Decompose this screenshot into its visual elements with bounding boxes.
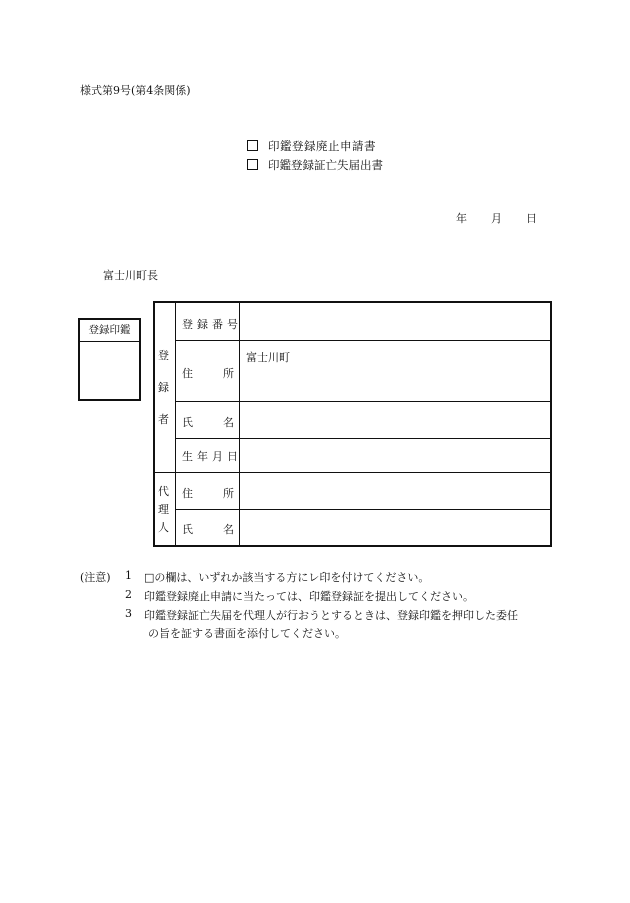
row-divider	[175, 401, 550, 402]
title-abolition-text: 印鑑登録廃止申請書	[268, 139, 376, 153]
row-divider	[175, 509, 550, 510]
date-month-label: 月	[491, 212, 502, 225]
addressee: 富士川町長	[103, 269, 158, 282]
agent-char: 代	[158, 485, 169, 498]
address-value[interactable]: 富士川町	[246, 351, 290, 364]
note-1-text: □の欄は、いずれか該当する方にレ印を付けてください。	[144, 571, 430, 584]
registration-number-label: 登録番号	[182, 318, 242, 331]
note-3-number: 3	[125, 607, 132, 620]
note-3-text: 印鑑登録証亡失届を代理人が行おうとするときは、登録印鑑を押印した委任	[144, 609, 518, 622]
name-label-char2: 名	[223, 416, 234, 429]
notes-heading: (注意)	[80, 571, 111, 584]
name-label-char1: 氏	[182, 416, 193, 429]
registered-seal-box[interactable]	[78, 318, 141, 401]
row-divider	[175, 340, 550, 341]
title-abolition	[247, 138, 376, 154]
date-line	[456, 210, 537, 226]
date-day-label: 日	[526, 212, 537, 225]
title-loss-report	[247, 157, 383, 173]
registration-table	[153, 301, 552, 547]
group-divider	[155, 472, 550, 473]
title-loss-report-text: 印鑑登録証亡失届出書	[268, 158, 383, 172]
note-3-continuation: の旨を証する書面を添付してください。	[148, 627, 346, 640]
address-label-char1: 住	[182, 367, 193, 380]
address-label-char2: 所	[223, 367, 234, 380]
agent-name-label-char2: 名	[223, 523, 234, 536]
agent-name-label-char1: 氏	[182, 523, 193, 536]
registrant-char: 録	[158, 381, 169, 394]
agent-address-label-char1: 住	[182, 487, 193, 500]
agent-address-field[interactable]	[241, 474, 548, 508]
registered-seal-label: 登録印鑑	[80, 320, 139, 342]
name-field[interactable]	[241, 403, 548, 437]
agent-char: 理	[158, 503, 169, 516]
agent-address-label-char2: 所	[223, 487, 234, 500]
note-1-number: 1	[125, 569, 132, 582]
registrant-group-label	[158, 347, 169, 427]
birthdate-field[interactable]	[241, 440, 548, 471]
form-number: 様式第9号(第4条関係)	[80, 84, 191, 97]
agent-group-label	[158, 483, 169, 535]
checkbox-loss-report[interactable]	[247, 159, 258, 170]
agent-name-field[interactable]	[241, 511, 548, 544]
agent-char: 人	[158, 521, 169, 534]
row-divider	[175, 438, 550, 439]
note-2-text: 印鑑登録廃止申請に当たっては、印鑑登録証を提出してください。	[144, 590, 474, 603]
date-year-label: 年	[456, 212, 467, 225]
registrant-char: 登	[158, 349, 169, 362]
checkbox-abolition[interactable]	[247, 140, 258, 151]
registrant-char: 者	[158, 413, 169, 426]
note-2-number: 2	[125, 588, 132, 601]
birthdate-label: 生年月日	[182, 450, 242, 463]
